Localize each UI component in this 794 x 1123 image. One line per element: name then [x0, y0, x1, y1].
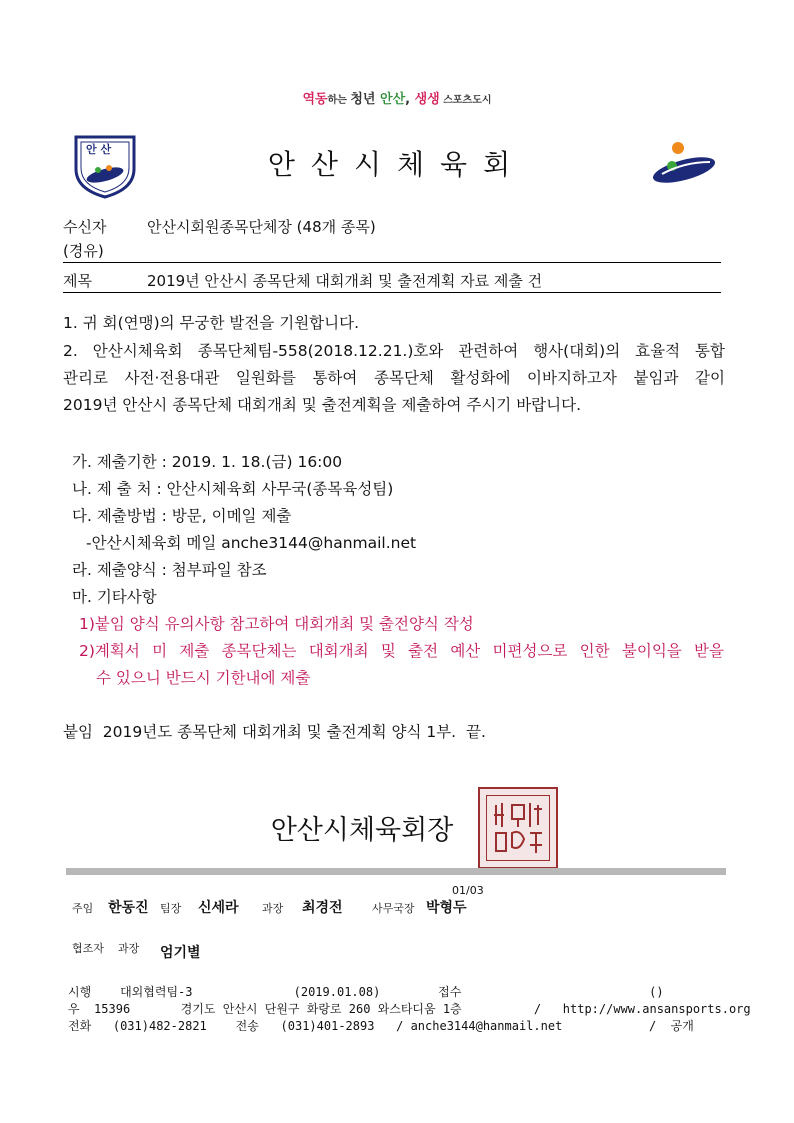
page-count: 01/03: [452, 884, 484, 897]
approver-name: 최경전: [302, 900, 343, 916]
approver-role: 과장: [262, 902, 284, 915]
approver-name: 한동진: [108, 900, 149, 916]
note-1: 1)붙임 양식 유의사항 참고하여 대회개최 및 출전양식 작성: [79, 615, 474, 633]
item-method: 다. 제출방법 : 방문, 이메일 제출: [72, 507, 292, 525]
item-other: 마. 기타사항: [72, 588, 157, 606]
approver-role: 사무국장: [372, 902, 415, 915]
body-paragraph-1: 1. 귀 회(연맹)의 무궁한 발전을 기원합니다.: [63, 314, 360, 332]
slogan-part: 안산: [380, 92, 406, 107]
item-method-email: -안산시체육회 메일 anche3144@hanmail.net: [86, 534, 417, 552]
footer-enforcement: 시행 대외협력팀-3 (2019.01.08) 접수 (): [68, 985, 664, 999]
cooperator-label: 협조자: [72, 942, 104, 955]
item-destination: 나. 제 출 처 : 안산시체육회 사무국(종목육성팀): [72, 480, 394, 498]
body-paragraph-2-line: 2. 안산시체육회 종목단체팀-558(2018.12.21.)호와 관련하여 행사(대회)의 효율적 통합: [63, 342, 725, 360]
slogan-part: 하는: [327, 95, 351, 106]
signature-title: 안산시체육회장: [270, 815, 454, 846]
via-label: (경유): [63, 242, 104, 260]
divider: [63, 262, 721, 263]
gray-divider-bar: [66, 868, 726, 875]
cooperator-role: 과장: [118, 942, 140, 955]
recipient-value: 안산시회원종목단체장 (48개 종목): [147, 218, 376, 236]
subject-value: 2019년 안산시 종목단체 대회개최 및 출전계획 자료 제출 건: [147, 272, 543, 290]
approver-name: 신세라: [198, 900, 239, 916]
footer-contact: 전화 (031)482-2821 전송 (031)401-2893 / anche3144@hanmail.net / 공개: [68, 1019, 694, 1033]
slogan-part: ,: [405, 92, 415, 107]
slogan-part: 청년: [350, 92, 381, 107]
note-2-cont: 수 있으니 반드시 기한내에 제출: [96, 669, 311, 687]
item-form: 라. 제출양식 : 첨부파일 참조: [72, 561, 267, 579]
footer-address: 우 15396 경기도 안산시 단원구 화랑로 260 와스타디움 1층 / http://www.ansansports.org: [68, 1002, 751, 1016]
slogan: [0, 88, 794, 107]
logo-text: 안 산: [86, 143, 112, 156]
approver-role: 주임: [72, 902, 94, 915]
slogan-part: 생생: [414, 92, 440, 107]
body-paragraph-2-line: 2019년 안산시 종목단체 대회개최 및 출전계획을 제출하여 주시기 바랍니다.: [63, 396, 582, 414]
approver-role: 팀장: [160, 902, 182, 915]
item-deadline: 가. 제출기한 : 2019. 1. 18.(금) 16:00: [72, 453, 343, 471]
subject-label: 제목: [63, 272, 92, 290]
attachment: 붙임 2019년도 종목단체 대회개최 및 출전계획 양식 1부. 끝.: [63, 723, 486, 741]
note-2: 2)계획서 미 제출 종목단체는 대회개최 및 출전 예산 미편성으로 인한 불이익을 받을: [79, 642, 724, 660]
body-paragraph-2-line: 관리로 사전·전용대관 일원화를 통하여 종목단체 활성화에 이바지하고자 붙임과 같이: [63, 369, 725, 387]
slogan-part: 스포츠도시: [439, 95, 492, 106]
recipient-label: 수신자: [63, 218, 107, 236]
cooperator-name: 엄기별: [160, 945, 201, 961]
divider: [63, 292, 721, 293]
page-title: 안산시체육회: [267, 148, 527, 181]
approver-name: 박형두: [426, 900, 467, 916]
slogan-part: 역동: [302, 92, 328, 107]
emblem-icon: [648, 140, 718, 188]
